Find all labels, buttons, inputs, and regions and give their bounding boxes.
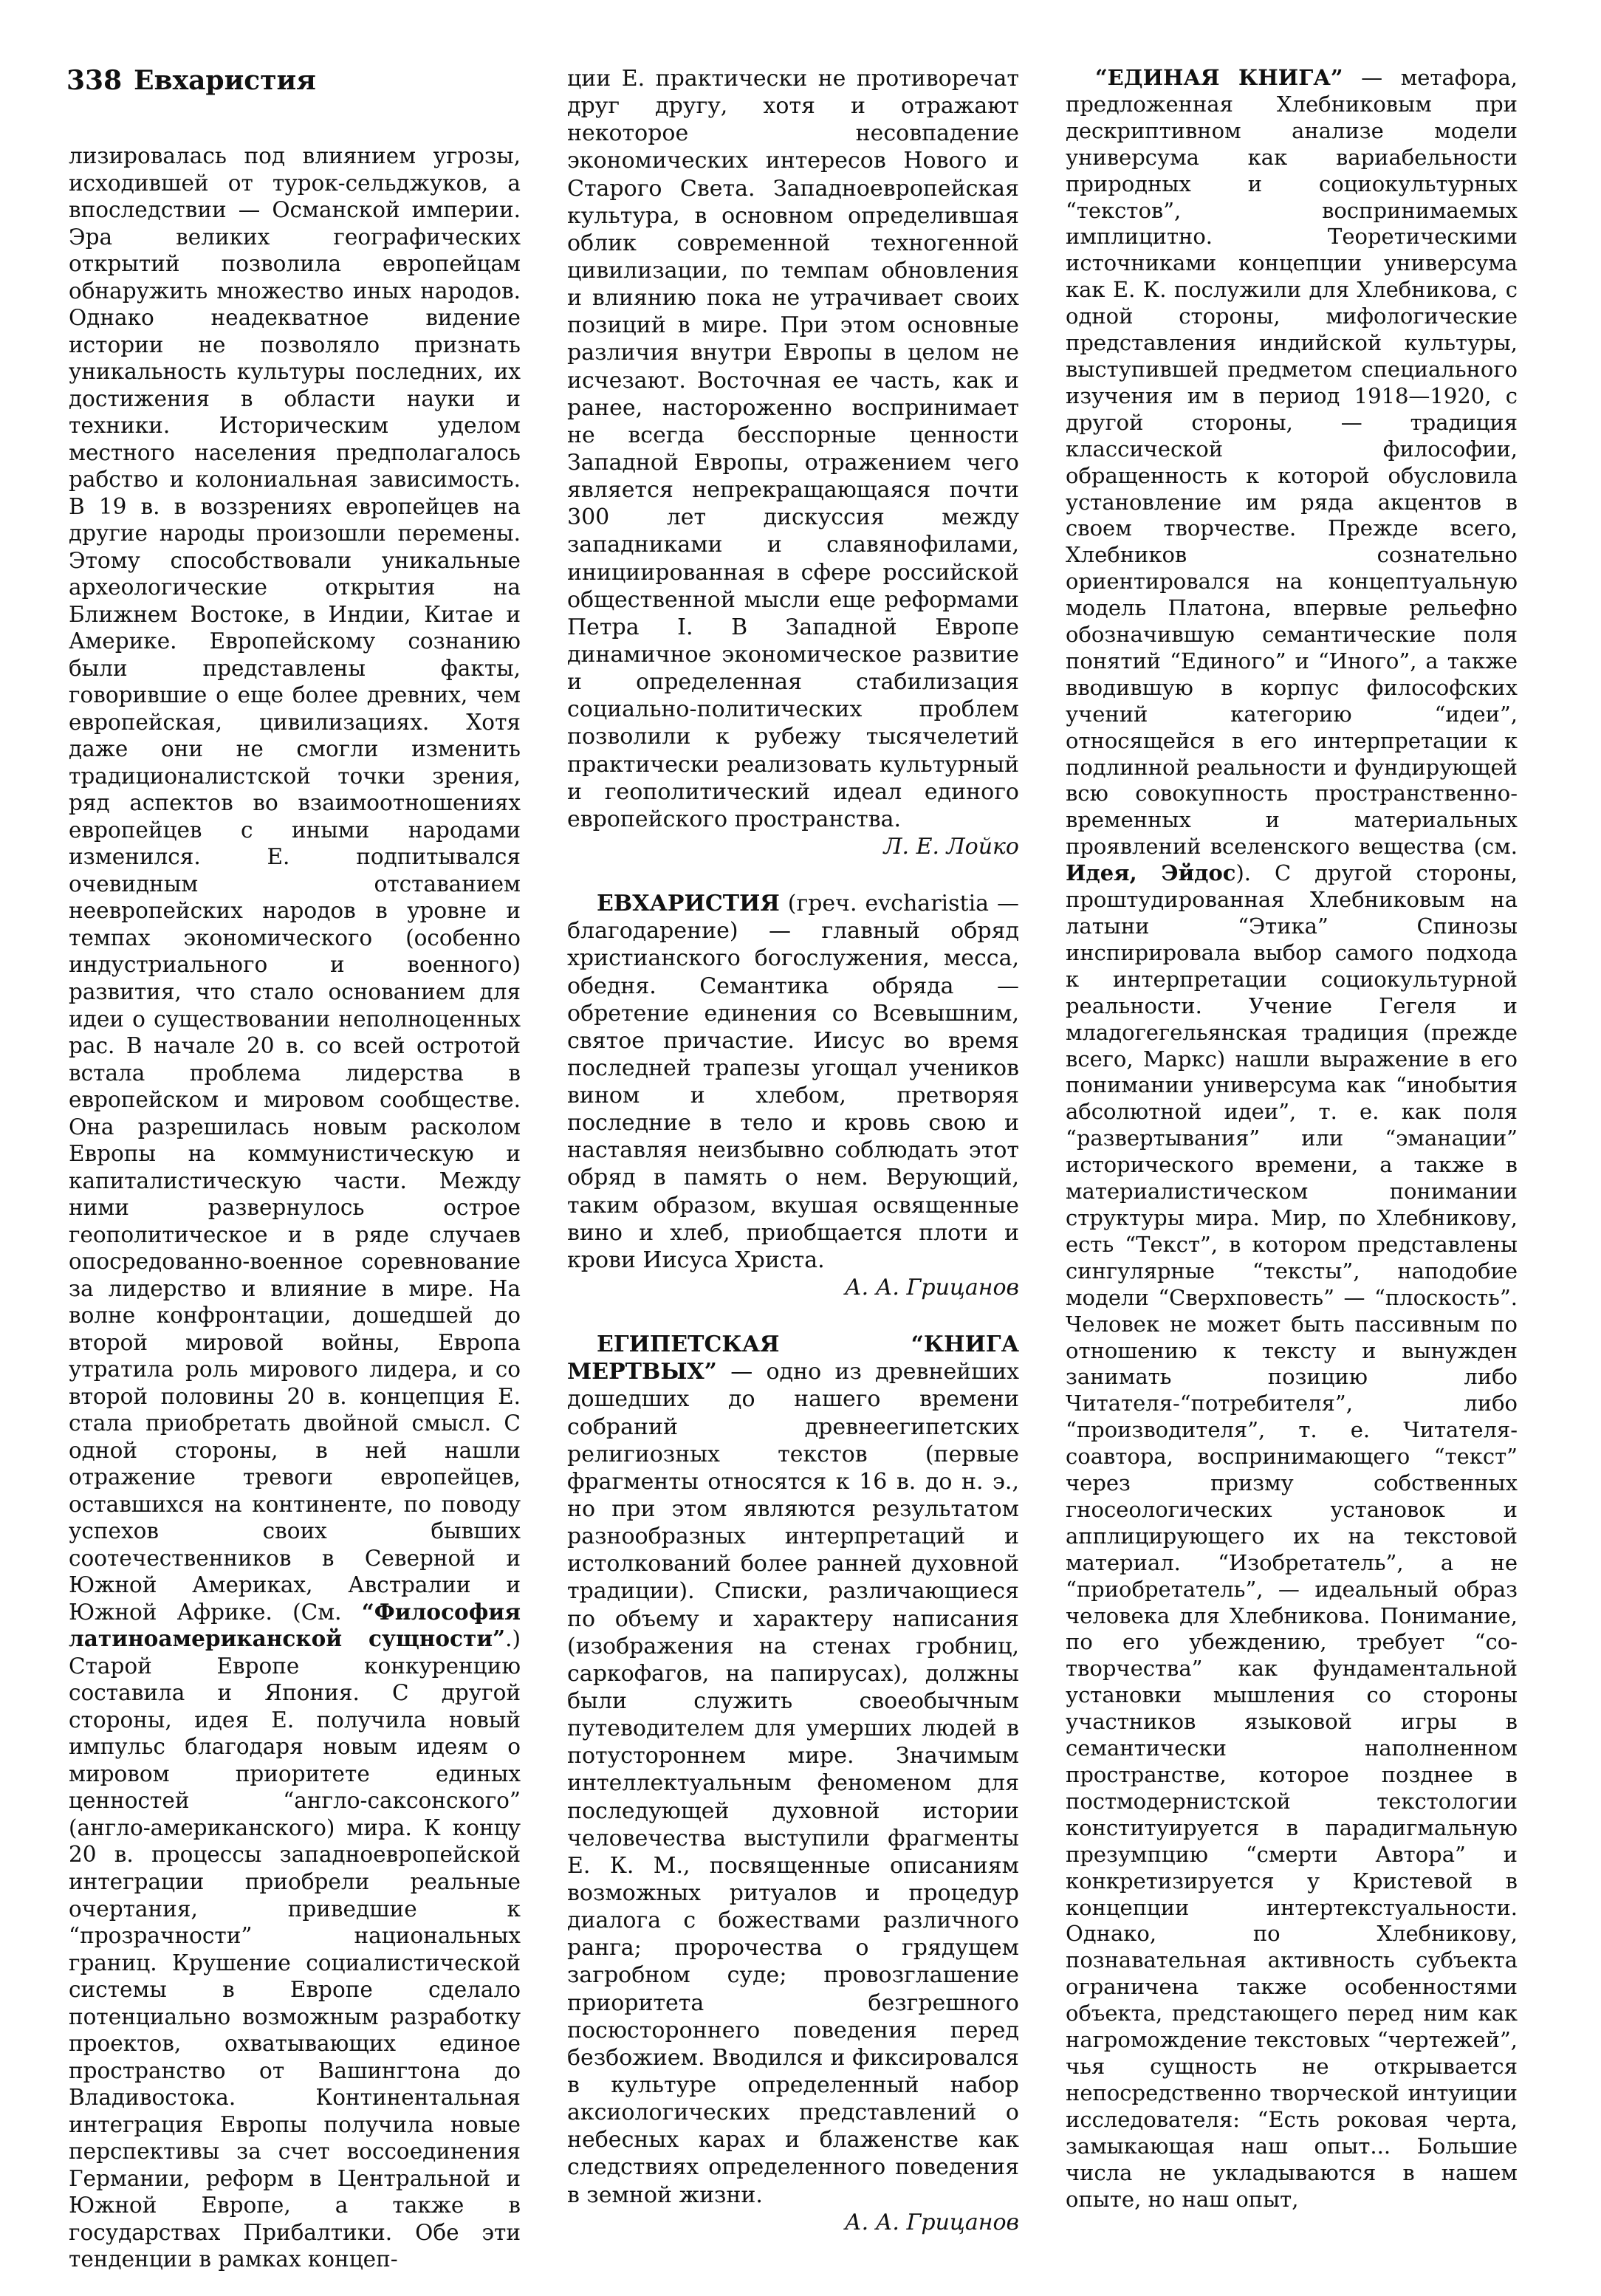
author-signature: А. А. Грицанов	[844, 2209, 1019, 2235]
entry-term: ЕВХАРИСТИЯ	[597, 891, 780, 917]
entry-text: — метафора, предложенная Хлебниковым при дескриптивном анализе модели универсума как вариабельности природных и социокультурных “текстов”, воспринимаемых имплицитно. Теоретическими источниками концепции универсума как Е. К. послужили для Хлебникова, с одной стороны, мифологические представления индийской культуры, выступившей предметом специального изучения им в период 1918—1920, с другой стороны, — традиция классической философии, обращенность к которой обусловила установление им ряда акцентов в своем творчестве. Прежде всего, Хлебников сознательно ориентировался на концептуальную модель Платона, впервые рельефно обозначившую семантические поля понятий “Единого” и “Иного”, а также вводившую в корпус философских учений категорию “идеи”, относящейся в его интерпретации к подлинной реальности и фундирующей всю совокупность пространственно-временных и материальных проявлений вселенского вещества (см.	[1066, 65, 1518, 860]
entry-text: (греч. evcharistia — благодарение) — главный обряд христианского богослужения, месса, обедня. Семантика обряда — обретение единения со Всевышним, святое причастие. Иисус во время последней трапезы угощал учеников вином и хлебом, претворяя последние в тело и кровь свою и наставляя неизбывно соблюдать этот обряд в память о нем. Верующий, таким образом, вкушая освященные вино и хлеб, приобщается плоти и крови Иисуса Христа.	[567, 891, 1019, 1273]
entry-text: ). С другой стороны, проштудированная Хлебниковым на латыни “Этика” Спинозы инспирировала выбор самого подхода к интерпретации социокультурной реальности. Учение Гегеля и младогегельянская традиция (прежде всего, Маркс) нашли выражение в его понимании универсума как “инобытия абсолютной идеи”, т. е. как поля “развертывания” или “эманации” исторического времени, а также в материалистическом понимании структуры мира. Мир, по Хлебникову, есть “Текст”, в котором представлены сингулярные “тексты”, наподобие модели “Сверхповесть” — “плоскость”. Человек не может быть пассивным по отношению к тексту и вынужден занимать позицию либо Читателя-“потребителя”, либо “производителя”, т. е. Читателя-соавтора, воспринимающего “текст” через призму собственных гносеологических установок и апплицирующего их на текстовой материал. “Изобретатель”, а не “приобретатель”, — идеальный образ человека для Хлебникова. Понимание, по его убеждению, требует “со-творчества” как фундаментальной установки мышления со стороны участников языковой игры в семантически наполненном пространстве, которое позднее в постмодернистской текстологии конституируется в парадигмальную презумпцию “смерти Автора” и конкретизируется у Кристевой в концепции интертекстуальности. Однако, по Хлебникову, познавательная активность субъекта ограничена также особенностями объекта, предстающего перед ним как нагромождение текстовых “чертежей”, чья сущность не открывается непосредственно творческой интуиции исследователя: “Есть роковая черта, замыкающая наш опыт... Большие числа не укладываются в нашем опыте, но наш опыт,	[1066, 860, 1518, 2212]
paragraph-text: .) Старой Европе конкуренцию составила и Япония. С другой стороны, идея Е. получила новый импульс благодаря новым идеям о мировом приоритете единых ценностей “англо-саксонского” (англо-американского) мира. К концу 20 в. процессы западноевропейской интеграции приобрели реальные очертания, приведшие к “прозрачности” национальных границ. Крушение социалистической системы в Европе сделало потенциально возможным разработку проектов, охватывающих единое пространство от Вашингтона до Владивостока. Континентальная интеграция Европы получила новые перспективы за счет воссоединения Германии, реформ в Центральной и Южной Европе, а также в государствах Прибалтики. Обе эти тенденции в рамках концеп-	[69, 1626, 521, 2272]
cross-reference[interactable]: Идея, Эйдос	[1066, 860, 1236, 886]
entry-unified-book	[1066, 65, 1518, 2213]
entry-gap	[567, 860, 1019, 890]
column-1	[69, 143, 521, 2273]
entry-term: “ЕДИНАЯ КНИГА”	[1095, 65, 1343, 90]
entry-evcharistia	[567, 890, 1019, 1274]
author-signature: Л. Е. Лойко	[883, 833, 1019, 860]
entry-text: — одно из древнейших дошедших до нашего времени собраний древнеегипетских религиозных текстов (первые фрагменты относятся к 16 в. до н. э., но при этом являются результатом разнообразных интерпретаций и истолкований более ранней духовной традиции). Списки, различающиеся по объему и характеру написания (изображения на стенах гробниц, саркофагов, на папирусах), должны были служить своеобычным путеводителем для умерших людей в потустороннем мире. Значимым интеллектуальным феноменом для последующей духовной истории человечества выступили фрагменты Е. К. М., посвященные описаниям возможных ритуалов и процедур диалога с божествами различного ранга; пророчества о грядущем загробном суде; провозглашение приоритета безгрешного посюстороннего поведения перед безбожием. Вводился и фиксировался в культуре определенный набор аксиологических представлений о небесных карах и блаженстве как следствиях определенного поведения в земной жизни.	[567, 1359, 1019, 2208]
paragraph	[69, 143, 521, 2273]
entry-term: ЕГИПЕТСКАЯ “КНИГА МЕРТВЫХ”	[567, 1332, 1019, 1385]
running-title: Евхаристия	[134, 65, 316, 96]
author-signature: А. А. Грицанов	[844, 1275, 1019, 1301]
column-2	[567, 65, 1019, 2236]
entry-gap	[567, 1301, 1019, 1331]
paragraph: ции Е. практически не противоречат друг другу, хотя и отражают некоторое несовпадение экономических интересов Нового и Старого Света. Западноевропейская культура, в основном определившая облик современной техногенной цивилизации, по темпам обновления и влиянию пока не утрачивает своих позиций в мире. При этом основные различия внутри Европы в целом не исчезают. Восточная ее часть, как и ранее, настороженно воспринимает не всегда бесспорные ценности Западной Европы, отражением чего является непрекращающаяся почти 300 лет дискуссия между западниками и славянофилами, инициированная в сфере российской общественной мысли еще реформами Петра I. В Западной Европе динамичное экономическое развитие и определенная стабилизация социально-политических проблем позволили к рубежу тысячелетий практически реализовать культурный и геополитический идеал единого европейского пространства.	[567, 66, 1019, 832]
running-header	[66, 65, 316, 96]
paragraph-text: лизировалась под влиянием угрозы, исходившей от турок-сельджуков, а впоследствии — Османской империи. Эра великих географических открытий позволила европейцам обнаружить множество иных народов. Однако неадекватное видение истории не позволяло признать уникальность культуры последних, их достижения в области науки и техники. Историческим уделом местного населения предполагалось рабство и колониальная зависимость. В 19 в. в воззрениях европейцев на другие народы произошли перемены. Этому способствовали уникальные археологические открытия на Ближнем Востоке, в Индии, Китае и Америке. Европейскому сознанию были представлены факты, говорившие о еще более древних, чем европейская, цивилизациях. Хотя даже они не смогли изменить традиционалистской точки зрения, ряд аспектов во взаимоотношениях европейцев с иными народами изменился. Е. подпитывался очевидным отставанием неевропейских народов в уровне и темпах экономического (особенно индустриального и военного) развития, что стало основанием для идеи о существовании неполноценных рас. В начале 20 в. со всей остротой встала проблема лидерства в европейском и мировом сообществе. Она разрешилась новым расколом Европы на коммунистическую и капиталистическую части. Между ними развернулось острое геополитическое и в ряде случаев опосредованно-военное соревнование за лидерство и влияние в мире. На волне конфронтации, дошедшей до второй мировой войны, Европа утратила роль мирового лидера, и со второй половины 20 в. концепция Е. стала приобретать двойной смысл. С одной стороны, в ней нашли отражение тревоги европейцев, оставшихся на континенте, по поводу успехов своих бывших соотечественников в Северной и Южной Америках, Австралии и Южной Африке. (См.	[69, 143, 521, 1625]
page-number: 338	[66, 65, 123, 96]
entry-book-of-dead	[567, 1331, 1019, 2209]
cross-reference[interactable]: “Философия латиноамериканской сущности”	[69, 1598, 521, 1652]
column-3	[1066, 65, 1518, 2213]
